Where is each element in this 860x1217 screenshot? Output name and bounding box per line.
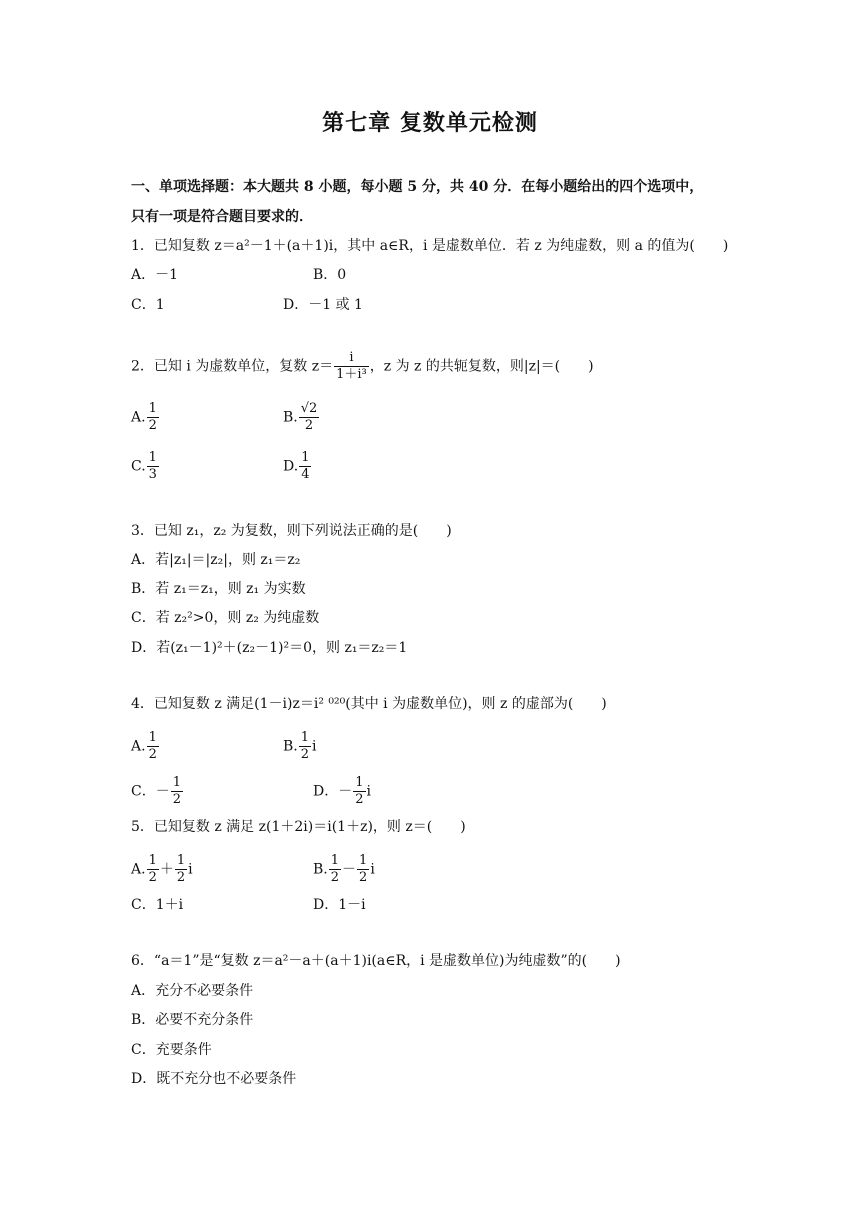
q3-option-d: D．若(z₁－1)²＋(z₂－1)²＝0，则 z₁＝z₂＝1	[131, 640, 408, 656]
q4-option-b: B. $\frac{1}{2}$ i	[283, 730, 317, 762]
q5-stem: 5．已知复数 z 满足 z(1＋2i)＝i(1＋z)，则 z＝( )	[131, 819, 466, 835]
q3-option-c: C．若 z₂²>0，则 z₂ 为纯虚数	[131, 610, 320, 626]
q6-option-c: C．充要条件	[131, 1042, 212, 1058]
q2-stem-post: ，z 为 z 的共轭复数，则|z|＝( )	[369, 358, 594, 375]
q2-option-a: A. $\frac{1}{2}$	[131, 401, 157, 433]
q1-option-c: C．1	[131, 297, 165, 313]
q3-option-a: A．若|z₁|＝|z₂|，则 z₁＝z₂	[131, 552, 301, 568]
q1-option-d: D．－1 或 1	[283, 297, 363, 313]
q1-stem: 1．已知复数 z＝a²－1＋(a＋1)i，其中 a∈R，i 是虚数单位．若 z 为纯虚数，则 a 的值为( )	[131, 238, 729, 254]
q2-stem-pre: 2．已知 i 为虚数单位，复数 z＝	[131, 358, 334, 375]
q3-option-b: B．若 z₁＝z₁，则 z₁ 为实数	[131, 581, 306, 597]
q1-option-a: A．－1	[131, 267, 179, 283]
q5-option-a: A. $\frac{1}{2}$ ＋ $\frac{1}{2}$ i	[131, 853, 193, 885]
q1-option-b: B．0	[313, 267, 347, 283]
q6-stem: 6．“a＝1”是“复数 z＝a²－a＋(a＋1)i(a∈R，i 是虚数单位)为纯虚数”的( )	[131, 953, 621, 969]
q2-option-b: B. $\frac{√2}{2}$	[283, 401, 318, 433]
section-heading-line-1: 一、单项选择题：本大题共 8 小题，每小题 5 分，共 40 分．在每小题给出的四个选项中，	[131, 179, 704, 195]
q4-stem: 4．已知复数 z 满足(1－i)z＝i² ⁰²⁰(其中 i 为虚数单位)，则 z 的虚部为( )	[131, 696, 607, 712]
q4-option-a: A. $\frac{1}{2}$	[131, 730, 157, 762]
q4-option-d: D．－ $\frac{1}{2}$ i	[313, 775, 371, 807]
q6-option-d: D．既不充分也不必要条件	[131, 1071, 297, 1087]
q4-option-c: C．－ $\frac{1}{2}$	[131, 775, 181, 807]
q5-option-b: B. $\frac{1}{2}$ － $\frac{1}{2}$ i	[313, 853, 375, 885]
page-title: 第七章 复数单元检测	[322, 110, 538, 136]
q5-option-d: D．1－i	[313, 897, 366, 913]
q6-option-a: A．充分不必要条件	[131, 983, 254, 999]
q2-stem	[131, 350, 594, 383]
q3-stem: 3．已知 z₁，z₂ 为复数，则下列说法正确的是( )	[131, 523, 452, 539]
q2-option-c: C. $\frac{1}{3}$	[131, 450, 157, 482]
q6-option-b: B．必要不充分条件	[131, 1012, 254, 1028]
q2-option-d: D. $\frac{1}{4}$	[283, 450, 310, 482]
q2-fraction: $\frac{i}{\text{1＋i³}}$	[336, 350, 367, 382]
q5-option-c: C．1＋i	[131, 897, 184, 913]
section-heading-line-2: 只有一项是符合题目要求的．	[131, 209, 313, 225]
